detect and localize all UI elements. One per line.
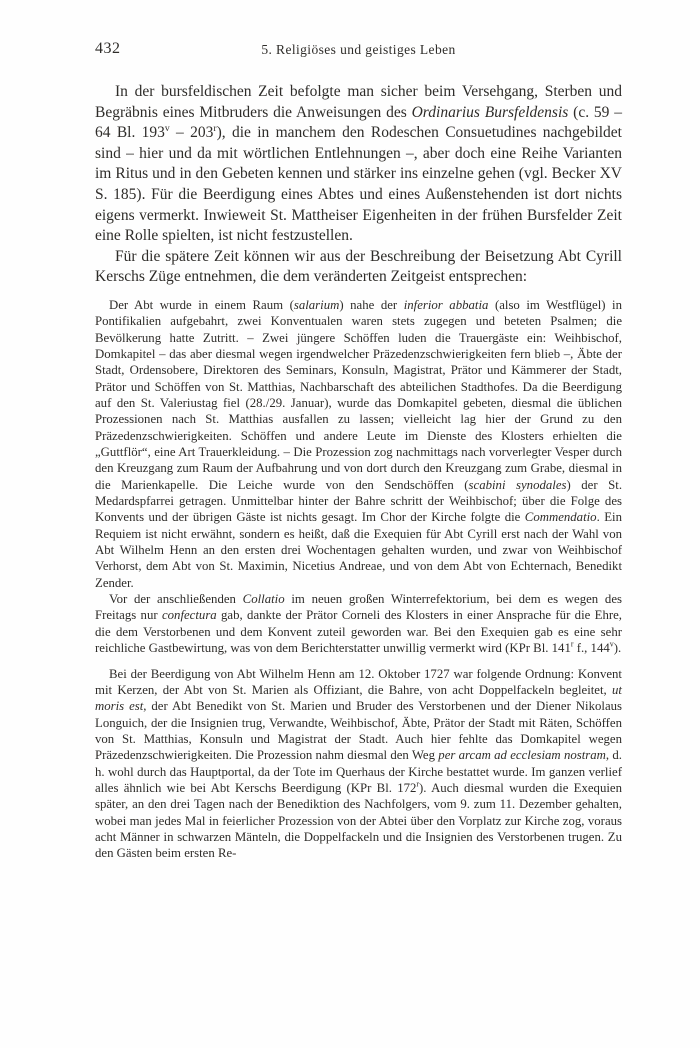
text-run: ) der St. Medardspfarrei getragen. Unmittelbar hinter der Bahre schritt der Weihbischof; über die Folge des Konvents und der übrigen Gäste ist nichts gesagt. Im Chor der Kirche folgte die xyxy=(95,477,623,525)
text-run: Vor der anschließenden xyxy=(109,592,243,607)
text-run: (c. 59 – 64 Bl. 193 xyxy=(95,103,623,142)
text-run: , d. h. wohl durch das Hauptportal, da der Tote im Querhaus der Kirche bestattet wurde. Im ganzen verlief alles ähnlich wie bei Abt Kerschs Beerdigung (KPr Bl. 172 xyxy=(95,748,622,795)
latin-term: confectura xyxy=(161,608,217,623)
text-run: In der bursfeldischen Zeit befolgte man sicher beim Versehgang, Sterben und Begräbnis eines Mitbruders die Anweisungen des xyxy=(95,83,622,121)
latin-term: scabini synodales xyxy=(468,477,567,492)
text-run: ), die in manchem den Rodeschen Consuetudines nachgebildet sind – hier und da mit wörtlichen Entlehnungen –, aber doch eine Reihe Varianten im Ritus und in den Gebeten kennen und stärker ins einzelne gehen (vgl. Becker XV S. 185). Für die Beerdigung eines Abtes und eines Außenstehenden ist dort nichts eigens vermerkt. Inwieweit St. Mattheiser Eigenheiten in der frühen Bursfelder Zeit eine Rolle spielten, ist nicht festzustellen. xyxy=(95,124,622,245)
latin-term: ut moris est xyxy=(95,682,622,714)
page-header xyxy=(95,40,622,60)
latin-term: Ordinarius Bursfeldensis xyxy=(411,103,569,121)
latin-term: Collatio xyxy=(242,592,285,607)
folio-superscript: v xyxy=(609,639,614,649)
latin-term: inferior abbatia xyxy=(403,297,489,312)
text-run: ). xyxy=(613,641,622,656)
running-header: 5. Religiöses und geistiges Leben xyxy=(261,42,456,57)
text-block xyxy=(95,82,622,862)
paragraph-5 xyxy=(95,666,622,862)
folio-superscript: r xyxy=(570,639,574,649)
page-number: 432 xyxy=(95,40,121,57)
text-run: (also im Westflügel) in Pontifikalien aufgebahrt, zwei Konventualen waren stets zugegen und beteten Psalmen; die Bevölkerung hatte Zutritt. – Zwei jüngere Schöffen luden die Trauergäste ein: Weihbischof, Domkapitel – das aber diesmal wegen irgendwelcher Präzedenzschwierigkeiten fern blieb –, Äbte der Stadt, Ordensobere, Direktoren des Seminars, Konsuln, Magistrat, Prätor und Kämmerer der Stadt, Prätor und Schöffen von St. Matthias, Nachbarschaft des abteilichen Stadthofes. Da die Beerdigung auf den St. Valeriustag fiel (28./29. Januar), wurde das Domkapitel gebeten, diesmal die üblichen Prozessionen nach St. Matthias ausfallen zu lassen; vielleicht lag hier der Grund zu den Präzedenzschwierigkeiten. Schöffen und andere Leute im Dienste des Klosters erhielten die „Guttflör“, eine Art Trauerkleidung. – Die Prozession zog nachmittags nach vorverlegter Vesper durch den Kreuzgang zum Raum der Aufbahrung und von dort durch den Kreuzgang zum Grabe, diesmal in die Marienkapelle. Die Leiche wurde von den Sendschöffen ( xyxy=(95,297,622,492)
latin-term: Commendatio xyxy=(524,510,597,525)
text-run: gab, dankte der Prätor Corneli des Klosters in einer Ansprache für die Ehre, die dem Verstorbenen und dem Konvent zuteil geworden war. Bei den Exequien gab es eine sehr reichliche Gastbewirtung, was von dem Berichterstatter unwillig vermerkt wird (KPr Bl. 141 xyxy=(95,608,622,656)
text-run: ) nahe der xyxy=(339,297,404,312)
text-run: Bei der Beerdigung von Abt Wilhelm Henn am 12. Oktober 1727 war folgende Ordnung: Konvent mit Kerzen, der Abt von St. Marien als Offiziant, die Bahre, von acht Doppelfackeln begleitet, xyxy=(95,666,622,697)
paragraph-1 xyxy=(95,82,622,247)
text-run: ). Auch diesmal wurden die Exequien später, an den drei Tagen nach der Benediktion des Nachfolgers, vom 9. zum 11. Dezember gehalten, wobei man jedes Mal in feierlicher Prozession von der Abtei über den Vorplatz zur Kirche zog, voraus acht Männer in schwarzen Mänteln, die Doppelfackeln und die Insignien des Verstorbenen trugen. Zu den Gästen beim ersten Re- xyxy=(95,780,622,861)
latin-term: per arcam ad ecclesiam nostram xyxy=(438,748,606,763)
text-run: Der Abt wurde in einem Raum ( xyxy=(109,297,294,312)
text-run: im neuen großen Winterrefektorium, bei dem es wegen des Freitags nur xyxy=(95,592,622,623)
paragraph-2 xyxy=(95,247,622,288)
folio-superscript: v xyxy=(164,123,170,135)
text-run: , der Abt Benedikt von St. Marien und Bruder des Verstorbenen und der Diener Nikolaus Longuich, der die Insignien trug, Verwandte, Weihbischof, Äbte, Prätor der Stadt mit Räten, Schöffen von St. Matthias, Konsuln und Magistrat der Stadt. Auch hier fehlte das Domkapitel wegen Präzedenzschwierigkeiten. Die Prozession nahm diesmal den Weg xyxy=(95,699,623,763)
text-run: Für die spätere Zeit können wir aus der Beschreibung der Beisetzung Abt Cyrill Kerschs Züge entnehmen, die dem veränderten Zeitgeist entsprechen: xyxy=(95,247,622,286)
text-run: . Ein Requiem ist nicht erwähnt, sondern es heißt, daß die Exequien für Abt Cyrill erst nach der Wahl von Abt Wilhelm Henn an den ersten drei Wochentagen gehalten wurden, und zwar von Weihbischof Verhorst, dem Abt von St. Maximin, Nicetius Andreae, und von dem Abt von Echternach, Benedikt Zender. xyxy=(95,510,622,590)
text-run: – 203 xyxy=(169,124,214,142)
paragraph-4 xyxy=(95,591,622,656)
paragraph-3 xyxy=(95,297,622,591)
folio-superscript: r xyxy=(416,779,420,789)
text-run: f., 144 xyxy=(573,641,610,656)
folio-superscript: r xyxy=(213,123,217,135)
latin-term: salarium xyxy=(293,297,340,312)
